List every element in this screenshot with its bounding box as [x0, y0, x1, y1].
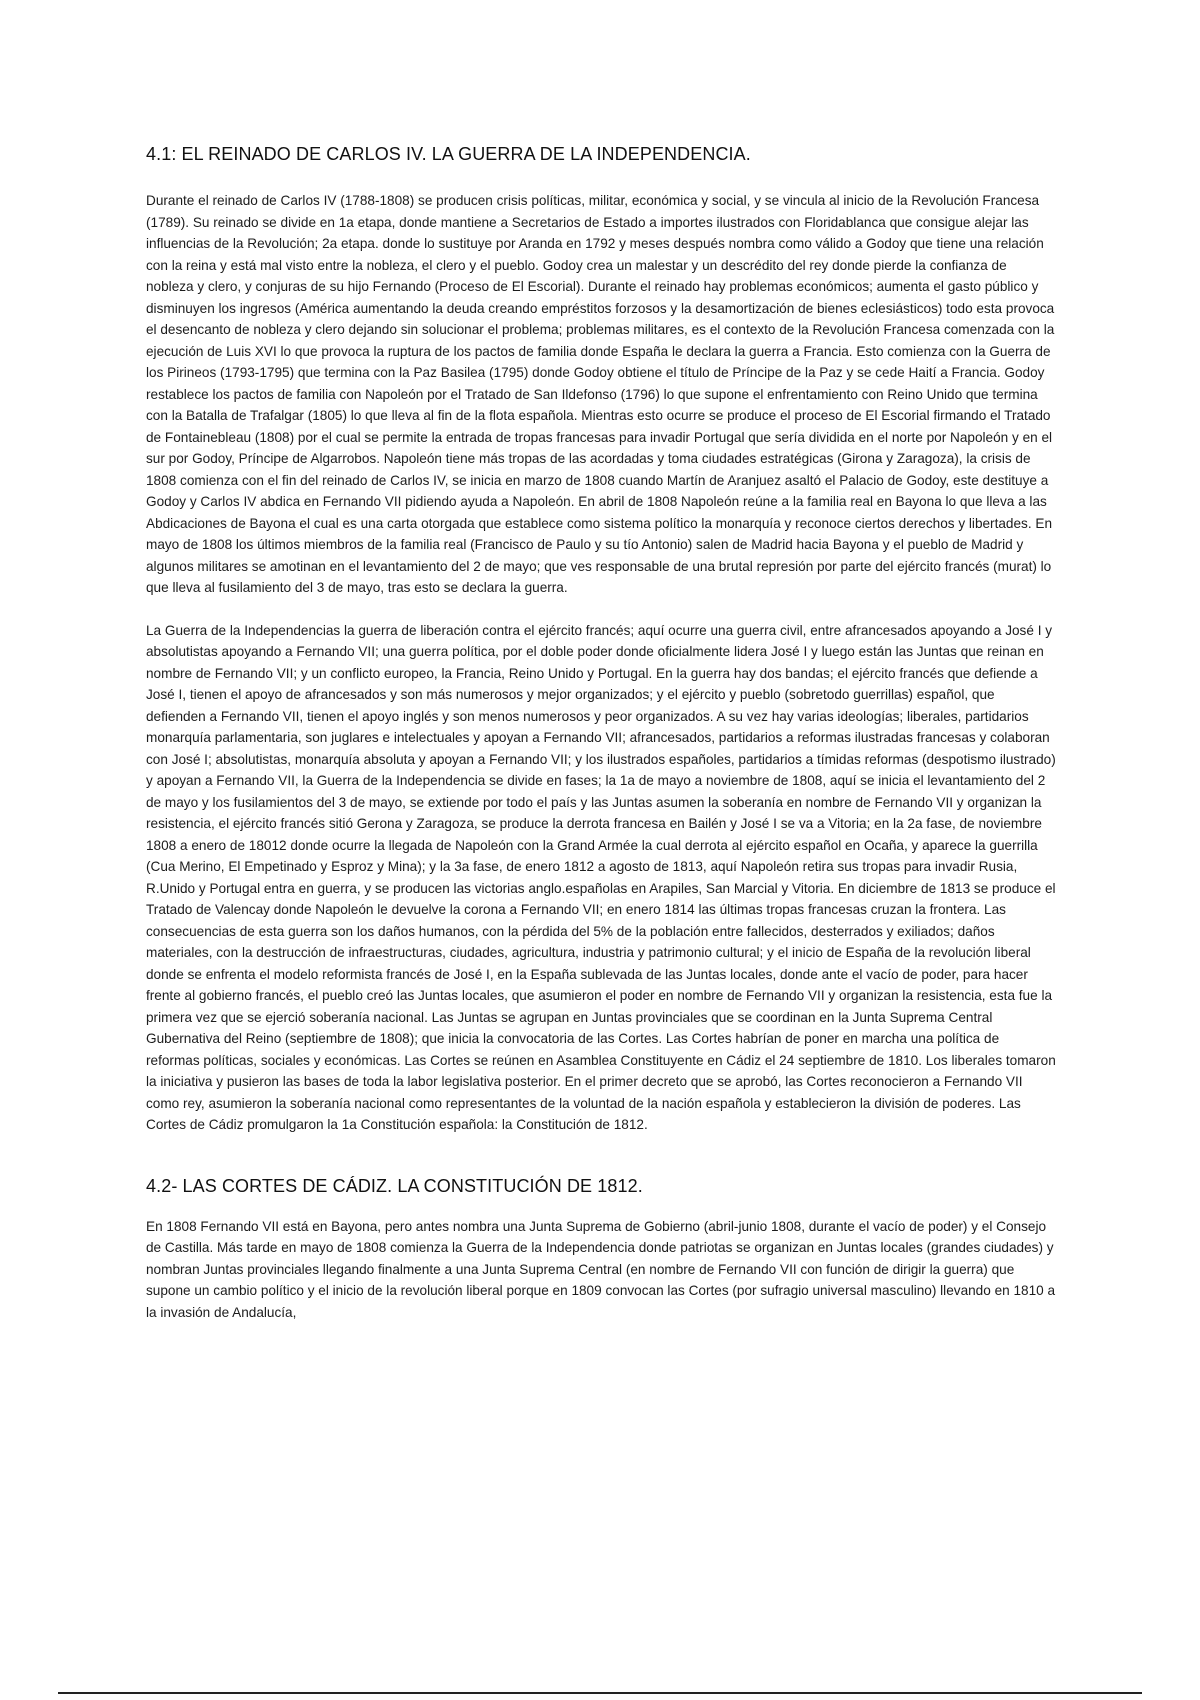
footer-divider	[58, 1692, 1142, 1694]
section-2-paragraph-1: En 1808 Fernando VII está en Bayona, pero antes nombra una Junta Suprema de Gobierno (abril-junio 1808, durante el vacío de poder) y el Consejo de Castilla. Más tarde en mayo de 1808 comienza la Guerra de la Independencia donde patriotas se organizan en Juntas locales (grandes ciudades) y nombran Juntas provinciales llegando finalmente a una Junta Suprema Central (en nombre de Fernando VII con función de dirigir la guerra) que supone un cambio político y el inicio de la revolución liberal porque en 1809 convocan las Cortes (por sufragio universal masculino) llevando en 1810 a la invasión de Andalucía,	[146, 1218, 1056, 1320]
section-1-paragraph-2: La Guerra de la Independencias la guerra de liberación contra el ejército francés; aquí ocurre una guerra civil, entre afrancesados apoyando a José I y absolutistas apoyando a Fernando VII; una guerra política, por el doble poder donde oficialmente lidera José I y luego están las Juntas que reinan en nombre de Fernando VII; y un conflicto europeo, la Francia, Reino Unido y Portugal. En la guerra hay dos bandas; el ejército francés que defiende a José I, tienen el apoyo de afrancesados y son más numerosos y mejor organizados; y el ejército y pueblo (sobretodo guerrillas) español, que defienden a Fernando VII, tienen el apoyo inglés y son menos numerosos y peor organizados. A su vez hay varias ideologías; liberales, partidarios monarquía parlamentaria, son juglares e intelectuales y apoyan a Fernando VII; afrancesados, partidarios a reformas ilustradas francesas y colaboran con José I; absolutistas, monarquía absoluta y apoyan a Fernando VII; y los ilustrados españoles, partidarios a tímidas reformas (despotismo ilustrado) y apoyan a Fernando VII, la Guerra de la Independencia se divide en fases; la 1a de mayo a noviembre de 1808, aquí se inicia el levantamiento del 2 de mayo y los fusilamientos del 3 de mayo, se extiende por todo el país y las Juntas asumen la soberanía en nombre de Fernando VII y organizan la resistencia, el ejército francés sitió Gerona y Zaragoza, se produce la derrota francesa en Bailén y José I se va a Vitoria; en la 2a fase, de noviembre 1808 a enero de 18012 donde ocurre la llegada de Napoleón con la Grand Armée la cual derrota al ejército español en Ocaña, y aparece la guerrilla (Cua Merino, El Empetinado y Esproz y Mina); y la 3a fase, de enero 1812 a agosto de 1813, aquí Napoleón retira sus tropas para invadir Rusia, R.Unido y Portugal entra en guerra, y se producen las victorias anglo.españolas en Arapiles, San Marcial y Vitoria. En diciembre de 1813 se produce el Tratado de Valencay donde Napoleón le devuelve la corona a Fernando VII; en enero 1814 las últimas tropas francesas cruzan la frontera. Las consecuencias de esta guerra son los daños humanos, con la pérdida del 5% de la población entre fallecidos, desterrados y exiliados; daños materiales, con la destrucción de infraestructuras, ciudades, agricultura, industria y patrimonio cultural; y el inicio de España de la revolución liberal donde se enfrenta el modelo reformista francés de José I, en la España sublevada de las Juntas locales, donde ante el vacío de poder, para hacer frente al gobierno francés, el pueblo creó las Juntas locales, que asumieron el poder en nombre de Fernando VII y organizan la resistencia, esta fue la primera vez que se ejerció soberanía nacional. Las Juntas se agrupan en Juntas provinciales que se coordinan en la Junta Suprema Central Gubernativa del Reino (septiembre de 1808); que inicia la convocatoria de las Cortes. Las Cortes habrían de poner en marcha una política de reformas políticas, sociales y económicas. Las Cortes se reúnen en Asamblea Constituyente en Cádiz el 24 septiembre de 1810. Los liberales tomaron la iniciativa y pusieron las bases de toda la labor legislativa posterior. En el primer decreto que se aprobó, las Cortes reconocieron a Fernando VII como rey, asumieron la soberanía nacional como representantes de la voluntad de la nación española y establecieron la división de poderes. Las Cortes de Cádiz promulgaron la 1a Constitución española: la Constitución de 1812.	[146, 622, 1056, 1132]
document-page	[146, 142, 1056, 1323]
section-1-title: 4.1: EL REINADO DE CARLOS IV. LA GUERRA DE LA INDEPENDENCIA.	[146, 144, 751, 164]
section-1-paragraph-1: Durante el reinado de Carlos IV (1788-1808) se producen crisis políticas, militar, económica y social, y se vincula al inicio de la Revolución Francesa (1789). Su reinado se divide en 1a etapa, donde mantiene a Secretarios de Estado a importes ilustrados con Floridablanca que consigue alejar las influencias de la Revolución; 2a etapa. donde lo sustituye por Aranda en 1792 y meses después nombra como válido a Godoy que tiene una relación con la reina y está mal visto entre la nobleza, el clero y el pueblo. Godoy crea un malestar y un descrédito del rey donde pierde la confianza de nobleza y clero, y conjuras de su hijo Fernando (Proceso de El Escorial). Durante el reinado hay problemas económicos; aumenta el gasto público y disminuyen los ingresos (América aumentando la deuda creando empréstitos forzosos y la desamortización de bienes eclesiásticos) todo esta provoca el desencanto de nobleza y clero dejando sin solucionar el problema; problemas militares, es el contexto de la Revolución Francesa comenzada con la ejecución de Luis XVI lo que provoca la ruptura de los pactos de familia donde España le declara la guerra a Francia. Esto comienza con la Guerra de los Pirineos (1793-1795) que termina con la Paz Basilea (1795) donde Godoy obtiene el título de Príncipe de la Paz y se cede Haití a Francia. Godoy restablece los pactos de familia con Napoleón por el Tratado de San Ildefonso (1796) lo que supone el enfrentamiento con Reino Unido que termina con la Batalla de Trafalgar (1805) lo que lleva al fin de la flota española. Mientras esto ocurre se produce el proceso de El Escorial firmando el Tratado de Fontainebleau (1808) por el cual se permite la entrada de tropas francesas para invadir Portugal que sería dividida en el norte por Napoleón y en el sur por Godoy, Príncipe de Algarrobos. Napoleón tiene más tropas de las acordadas y toma ciudades estratégicas (Girona y Zaragoza), la crisis de 1808 comienza con el fin del reinado de Carlos IV, se inicia en marzo de 1808 cuando Martín de Aranjuez asaltó el Palacio de Godoy, este destituye a Godoy y Carlos IV abdica en Fernando VII pidiendo ayuda a Napoleón. En abril de 1808 Napoleón reúne a la familia real en Bayona lo que lleva a las Abdicaciones de Bayona el cual es una carta otorgada que establece como sistema político la monarquía y reconoce ciertos derechos y libertades. En mayo de 1808 los últimos miembros de la familia real (Francisco de Paulo y su tío Antonio) salen de Madrid hacia Bayona y el pueblo de Madrid y algunos militares se amotinan en el levantamiento del 2 de mayo; que ves responsable de una brutal represión por parte del ejército francés (murat) lo que lleva al fusilamiento del 3 de mayo, tras esto se declara la guerra.	[146, 193, 1055, 595]
section-2-title: 4.2- LAS CORTES DE CÁDIZ. LA CONSTITUCIÓN DE 1812.	[146, 1175, 643, 1196]
